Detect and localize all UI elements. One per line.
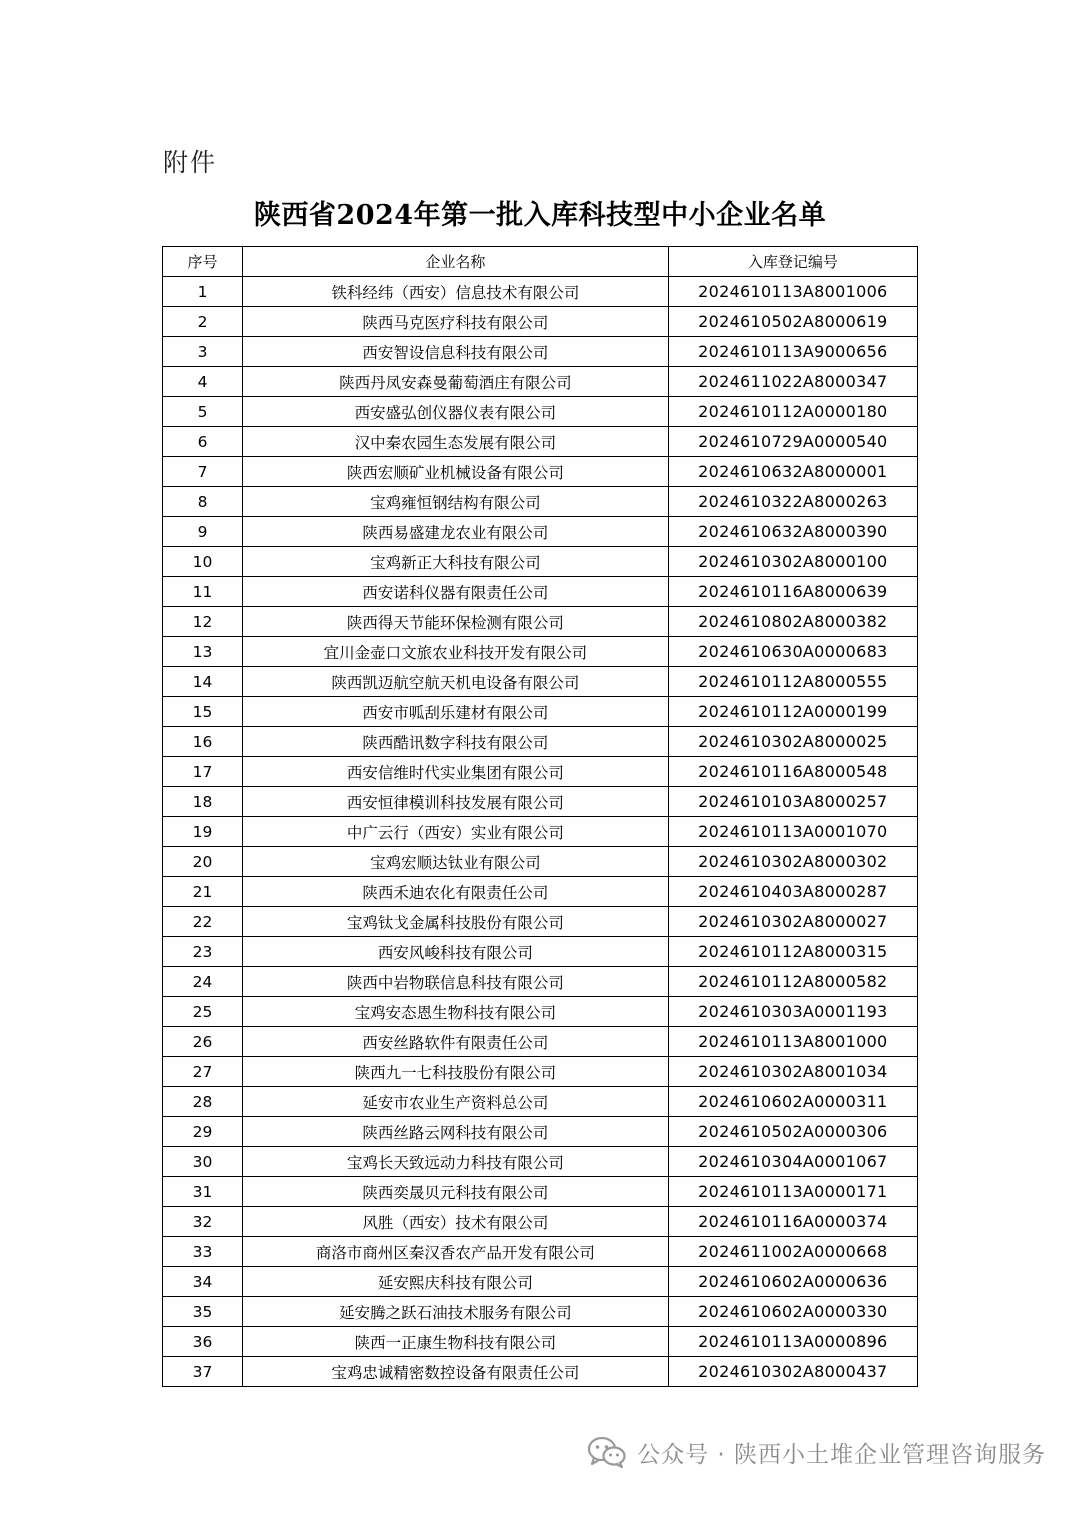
company-name-cell: 宝鸡安态恩生物科技有限公司 bbox=[243, 997, 669, 1027]
registration-number-cell: 2024610112A0000199 bbox=[668, 697, 917, 727]
company-name-cell: 商洛市商州区秦汉香农产品开发有限公司 bbox=[243, 1237, 669, 1267]
company-name-cell: 汉中秦农园生态发展有限公司 bbox=[243, 427, 669, 457]
table-row bbox=[163, 1147, 918, 1177]
table-row bbox=[163, 427, 918, 457]
company-name-cell: 宝鸡长天致远动力科技有限公司 bbox=[243, 1147, 669, 1177]
company-name-cell: 陕西丹凤安森曼葡萄酒庄有限公司 bbox=[243, 367, 669, 397]
serial-number-cell: 12 bbox=[163, 607, 243, 637]
registration-number-cell: 2024610630A0000683 bbox=[668, 637, 917, 667]
serial-number-cell: 4 bbox=[163, 367, 243, 397]
company-name-cell: 延安腾之跃石油技术服务有限公司 bbox=[243, 1297, 669, 1327]
registration-number-cell: 2024610303A0001193 bbox=[668, 997, 917, 1027]
table-row bbox=[163, 487, 918, 517]
table-row bbox=[163, 1207, 918, 1237]
table-row bbox=[163, 847, 918, 877]
serial-number-cell: 22 bbox=[163, 907, 243, 937]
serial-number-cell: 25 bbox=[163, 997, 243, 1027]
registration-number-cell: 2024610632A8000001 bbox=[668, 457, 917, 487]
header-company-name: 企业名称 bbox=[243, 247, 669, 277]
registration-number-cell: 2024610302A8000437 bbox=[668, 1357, 917, 1387]
registration-number-cell: 2024610602A0000636 bbox=[668, 1267, 917, 1297]
serial-number-cell: 31 bbox=[163, 1177, 243, 1207]
registration-number-cell: 2024610302A8000027 bbox=[668, 907, 917, 937]
company-name-cell: 陕西九一七科技股份有限公司 bbox=[243, 1057, 669, 1087]
serial-number-cell: 30 bbox=[163, 1147, 243, 1177]
table-row bbox=[163, 1267, 918, 1297]
serial-number-cell: 36 bbox=[163, 1327, 243, 1357]
table-row bbox=[163, 907, 918, 937]
company-name-cell: 风胜（西安）技术有限公司 bbox=[243, 1207, 669, 1237]
watermark-text: 公众号 · 陕西小土堆企业管理咨询服务 bbox=[637, 1441, 1046, 1468]
serial-number-cell: 29 bbox=[163, 1117, 243, 1147]
company-name-cell: 陕西酷讯数字科技有限公司 bbox=[243, 727, 669, 757]
company-name-cell: 中广云行（西安）实业有限公司 bbox=[243, 817, 669, 847]
table-row bbox=[163, 967, 918, 997]
company-name-cell: 陕西易盛建龙农业有限公司 bbox=[243, 517, 669, 547]
serial-number-cell: 34 bbox=[163, 1267, 243, 1297]
header-serial-number: 序号 bbox=[163, 247, 243, 277]
registration-number-cell: 2024610322A8000263 bbox=[668, 487, 917, 517]
table-row bbox=[163, 1357, 918, 1387]
company-name-cell: 陕西丝路云网科技有限公司 bbox=[243, 1117, 669, 1147]
table-row bbox=[163, 727, 918, 757]
serial-number-cell: 7 bbox=[163, 457, 243, 487]
company-name-cell: 西安风峻科技有限公司 bbox=[243, 937, 669, 967]
company-name-cell: 西安丝路软件有限责任公司 bbox=[243, 1027, 669, 1057]
registration-number-cell: 2024610113A8001000 bbox=[668, 1027, 917, 1057]
registration-number-cell: 2024610302A8001034 bbox=[668, 1057, 917, 1087]
registration-number-cell: 2024610502A0000306 bbox=[668, 1117, 917, 1147]
registration-number-cell: 2024610502A8000619 bbox=[668, 307, 917, 337]
company-name-cell: 西安盛弘创仪器仪表有限公司 bbox=[243, 397, 669, 427]
registration-number-cell: 2024610116A8000548 bbox=[668, 757, 917, 787]
company-name-cell: 西安诺科仪器有限责任公司 bbox=[243, 577, 669, 607]
serial-number-cell: 20 bbox=[163, 847, 243, 877]
table-row bbox=[163, 1327, 918, 1357]
serial-number-cell: 17 bbox=[163, 757, 243, 787]
serial-number-cell: 1 bbox=[163, 277, 243, 307]
table-row bbox=[163, 1237, 918, 1267]
registration-number-cell: 2024611002A0000668 bbox=[668, 1237, 917, 1267]
company-name-cell: 陕西中岩物联信息科技有限公司 bbox=[243, 967, 669, 997]
registration-number-cell: 2024610112A8000315 bbox=[668, 937, 917, 967]
serial-number-cell: 27 bbox=[163, 1057, 243, 1087]
registration-number-cell: 2024610602A0000311 bbox=[668, 1087, 917, 1117]
company-name-cell: 西安智设信息科技有限公司 bbox=[243, 337, 669, 367]
serial-number-cell: 21 bbox=[163, 877, 243, 907]
serial-number-cell: 2 bbox=[163, 307, 243, 337]
company-name-cell: 宝鸡宏顺达钛业有限公司 bbox=[243, 847, 669, 877]
table-row bbox=[163, 457, 918, 487]
header-registration-number: 入库登记编号 bbox=[668, 247, 917, 277]
company-name-cell: 陕西宏顺矿业机械设备有限公司 bbox=[243, 457, 669, 487]
table-row bbox=[163, 1087, 918, 1117]
registration-number-cell: 2024610302A8000302 bbox=[668, 847, 917, 877]
wechat-icon bbox=[587, 1435, 627, 1469]
company-name-cell: 宝鸡新正大科技有限公司 bbox=[243, 547, 669, 577]
company-name-cell: 西安市呱刮乐建材有限公司 bbox=[243, 697, 669, 727]
registration-number-cell: 2024610113A0000171 bbox=[668, 1177, 917, 1207]
company-name-cell: 延安市农业生产资料总公司 bbox=[243, 1087, 669, 1117]
serial-number-cell: 19 bbox=[163, 817, 243, 847]
registration-number-cell: 2024610113A0000896 bbox=[668, 1327, 917, 1357]
company-name-cell: 延安熙庆科技有限公司 bbox=[243, 1267, 669, 1297]
company-name-cell: 陕西禾迪农化有限责任公司 bbox=[243, 877, 669, 907]
serial-number-cell: 23 bbox=[163, 937, 243, 967]
table-row bbox=[163, 1027, 918, 1057]
attachment-label: 附件 bbox=[163, 148, 218, 177]
table-row bbox=[163, 997, 918, 1027]
company-name-cell: 陕西奕晟贝元科技有限公司 bbox=[243, 1177, 669, 1207]
serial-number-cell: 3 bbox=[163, 337, 243, 367]
serial-number-cell: 6 bbox=[163, 427, 243, 457]
table-row bbox=[163, 607, 918, 637]
serial-number-cell: 15 bbox=[163, 697, 243, 727]
serial-number-cell: 35 bbox=[163, 1297, 243, 1327]
table-row bbox=[163, 517, 918, 547]
table-row bbox=[163, 667, 918, 697]
table-row bbox=[163, 1177, 918, 1207]
registration-number-cell: 2024610112A8000555 bbox=[668, 667, 917, 697]
table-row bbox=[163, 787, 918, 817]
table-row bbox=[163, 1297, 918, 1327]
serial-number-cell: 16 bbox=[163, 727, 243, 757]
table-body bbox=[163, 277, 918, 1387]
serial-number-cell: 37 bbox=[163, 1357, 243, 1387]
table-row bbox=[163, 397, 918, 427]
watermark bbox=[587, 1435, 1046, 1469]
registration-number-cell: 2024610116A8000639 bbox=[668, 577, 917, 607]
company-name-cell: 宝鸡雍恒钢结构有限公司 bbox=[243, 487, 669, 517]
table-row bbox=[163, 757, 918, 787]
registration-number-cell: 2024610112A8000582 bbox=[668, 967, 917, 997]
serial-number-cell: 33 bbox=[163, 1237, 243, 1267]
company-name-cell: 宜川金壶口文旅农业科技开发有限公司 bbox=[243, 637, 669, 667]
serial-number-cell: 8 bbox=[163, 487, 243, 517]
registration-number-cell: 2024610632A8000390 bbox=[668, 517, 917, 547]
registration-number-cell: 2024610729A0000540 bbox=[668, 427, 917, 457]
table-row bbox=[163, 817, 918, 847]
table-row bbox=[163, 367, 918, 397]
company-name-cell: 铁科经纬（西安）信息技术有限公司 bbox=[243, 277, 669, 307]
company-list-table bbox=[162, 246, 918, 1387]
table-row bbox=[163, 937, 918, 967]
serial-number-cell: 10 bbox=[163, 547, 243, 577]
registration-number-cell: 2024610113A0001070 bbox=[668, 817, 917, 847]
company-name-cell: 西安恒律模训科技发展有限公司 bbox=[243, 787, 669, 817]
table-row bbox=[163, 547, 918, 577]
table-row bbox=[163, 577, 918, 607]
table-row bbox=[163, 307, 918, 337]
registration-number-cell: 2024610113A9000656 bbox=[668, 337, 917, 367]
table-row bbox=[163, 1117, 918, 1147]
registration-number-cell: 2024610304A0001067 bbox=[668, 1147, 917, 1177]
table-row bbox=[163, 277, 918, 307]
registration-number-cell: 2024610302A8000025 bbox=[668, 727, 917, 757]
table-row bbox=[163, 697, 918, 727]
company-name-cell: 陕西一正康生物科技有限公司 bbox=[243, 1327, 669, 1357]
table-row bbox=[163, 637, 918, 667]
registration-number-cell: 2024610103A8000257 bbox=[668, 787, 917, 817]
serial-number-cell: 18 bbox=[163, 787, 243, 817]
serial-number-cell: 14 bbox=[163, 667, 243, 697]
table-header-row bbox=[163, 247, 918, 277]
company-name-cell: 陕西马克医疗科技有限公司 bbox=[243, 307, 669, 337]
serial-number-cell: 9 bbox=[163, 517, 243, 547]
serial-number-cell: 13 bbox=[163, 637, 243, 667]
registration-number-cell: 2024610113A8001006 bbox=[668, 277, 917, 307]
table-row bbox=[163, 877, 918, 907]
serial-number-cell: 11 bbox=[163, 577, 243, 607]
registration-number-cell: 2024610403A8000287 bbox=[668, 877, 917, 907]
serial-number-cell: 24 bbox=[163, 967, 243, 997]
serial-number-cell: 5 bbox=[163, 397, 243, 427]
registration-number-cell: 2024611022A8000347 bbox=[668, 367, 917, 397]
company-name-cell: 宝鸡钛戈金属科技股份有限公司 bbox=[243, 907, 669, 937]
table-row bbox=[163, 1057, 918, 1087]
registration-number-cell: 2024610802A8000382 bbox=[668, 607, 917, 637]
company-name-cell: 西安信维时代实业集团有限公司 bbox=[243, 757, 669, 787]
document-title: 陕西省2024年第一批入库科技型中小企业名单 bbox=[253, 200, 827, 231]
company-name-cell: 陕西凯迈航空航天机电设备有限公司 bbox=[243, 667, 669, 697]
registration-number-cell: 2024610112A0000180 bbox=[668, 397, 917, 427]
registration-number-cell: 2024610602A0000330 bbox=[668, 1297, 917, 1327]
serial-number-cell: 32 bbox=[163, 1207, 243, 1237]
company-name-cell: 陕西得天节能环保检测有限公司 bbox=[243, 607, 669, 637]
serial-number-cell: 26 bbox=[163, 1027, 243, 1057]
serial-number-cell: 28 bbox=[163, 1087, 243, 1117]
registration-number-cell: 2024610116A0000374 bbox=[668, 1207, 917, 1237]
company-name-cell: 宝鸡忠诚精密数控设备有限责任公司 bbox=[243, 1357, 669, 1387]
table-row bbox=[163, 337, 918, 367]
registration-number-cell: 2024610302A8000100 bbox=[668, 547, 917, 577]
